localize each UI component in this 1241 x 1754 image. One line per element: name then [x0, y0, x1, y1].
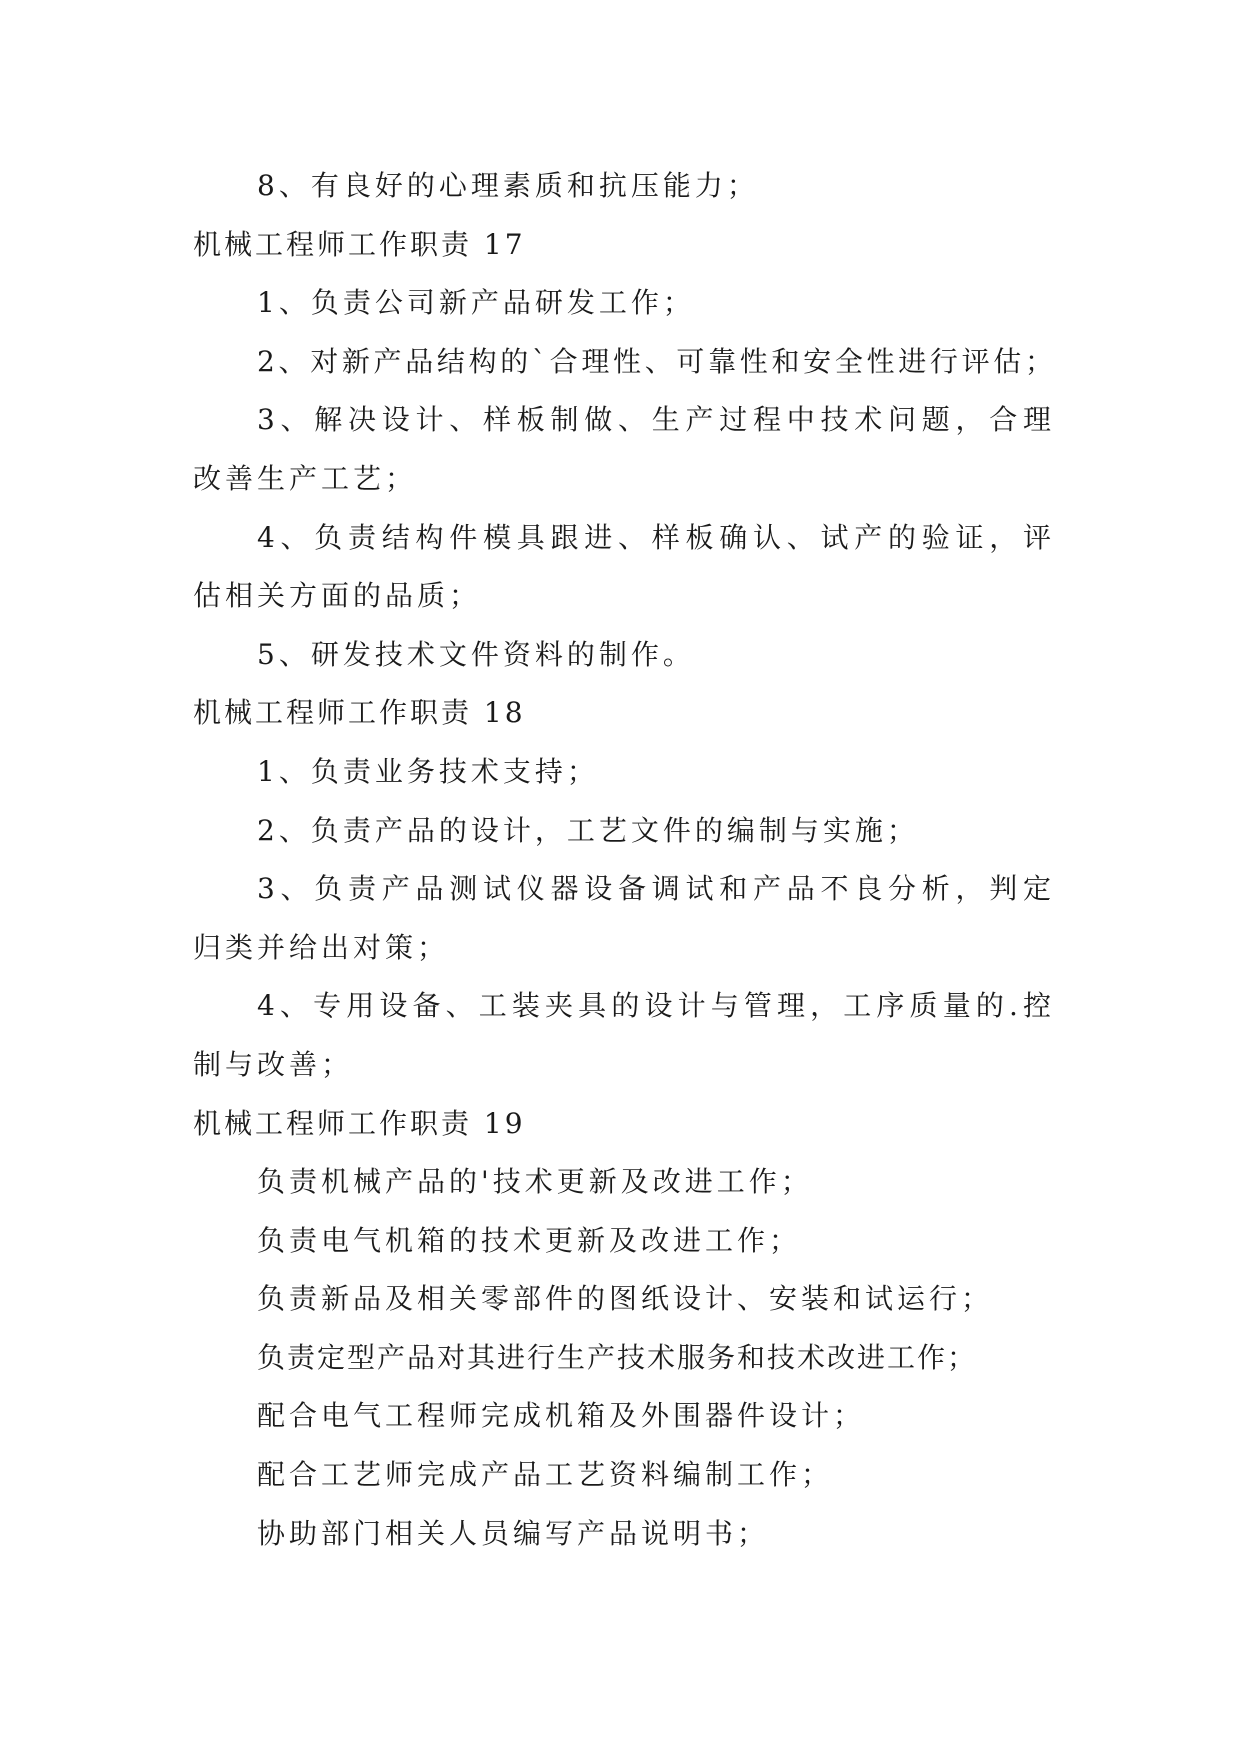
paragraph-item-19-g: 协助部门相关人员编写产品说明书； — [257, 1516, 770, 1550]
section-heading-17: 机械工程师工作职责 17 — [193, 227, 526, 261]
paragraph-item-18-4-line1: 4、专用设备、工装夹具的设计与管理，工序质量的.控 — [257, 989, 1053, 1023]
paragraph-item-17-3-line2: 改善生产工艺； — [193, 461, 418, 495]
paragraph-item-18-2: 2、负责产品的设计，工艺文件的编制与实施； — [257, 813, 919, 847]
paragraph-item-17-4-line1: 4、负责结构件模具跟进、样板确认、试产的验证，评 — [257, 520, 1053, 554]
paragraph-item-17-2: 2、对新产品结构的`合理性、可靠性和安全性进行评估； — [257, 344, 1053, 378]
section-heading-18: 机械工程师工作职责 18 — [193, 696, 526, 730]
paragraph-item-19-f: 配合工艺师完成产品工艺资料编制工作； — [257, 1458, 834, 1492]
paragraph-item-8: 8、有良好的心理素质和抗压能力； — [257, 169, 759, 202]
paragraph-item-19-c: 负责新品及相关零部件的图纸设计、安装和试运行； — [257, 1282, 994, 1316]
paragraph-item-19-d: 负责定型产品对其进行生产技术服务和技术改进工作； — [257, 1340, 978, 1374]
paragraph-item-18-4-line2: 制与改善； — [193, 1047, 354, 1081]
paragraph-item-17-1: 1、负责公司新产品研发工作； — [257, 286, 695, 320]
paragraph-item-19-a: 负责机械产品的'技术更新及改进工作； — [257, 1165, 813, 1199]
paragraph-item-19-b: 负责电气机箱的技术更新及改进工作； — [257, 1223, 802, 1257]
document-body — [193, 157, 1053, 1563]
paragraph-item-17-5: 5、研发技术文件资料的制作。 — [257, 637, 695, 671]
paragraph-item-19-e: 配合电气工程师完成机箱及外围器件设计； — [257, 1399, 866, 1433]
paragraph-item-18-3-line2: 归类并给出对策； — [193, 930, 450, 964]
paragraph-item-17-4-line2: 估相关方面的品质； — [193, 579, 482, 613]
section-heading-19: 机械工程师工作职责 19 — [193, 1106, 526, 1140]
paragraph-item-18-1: 1、负责业务技术支持； — [257, 754, 599, 788]
paragraph-item-18-3-line1: 3、负责产品测试仪器设备调试和产品不良分析，判定 — [257, 872, 1053, 906]
paragraph-item-17-3-line1: 3、解决设计、样板制做、生产过程中技术问题，合理 — [257, 403, 1053, 437]
